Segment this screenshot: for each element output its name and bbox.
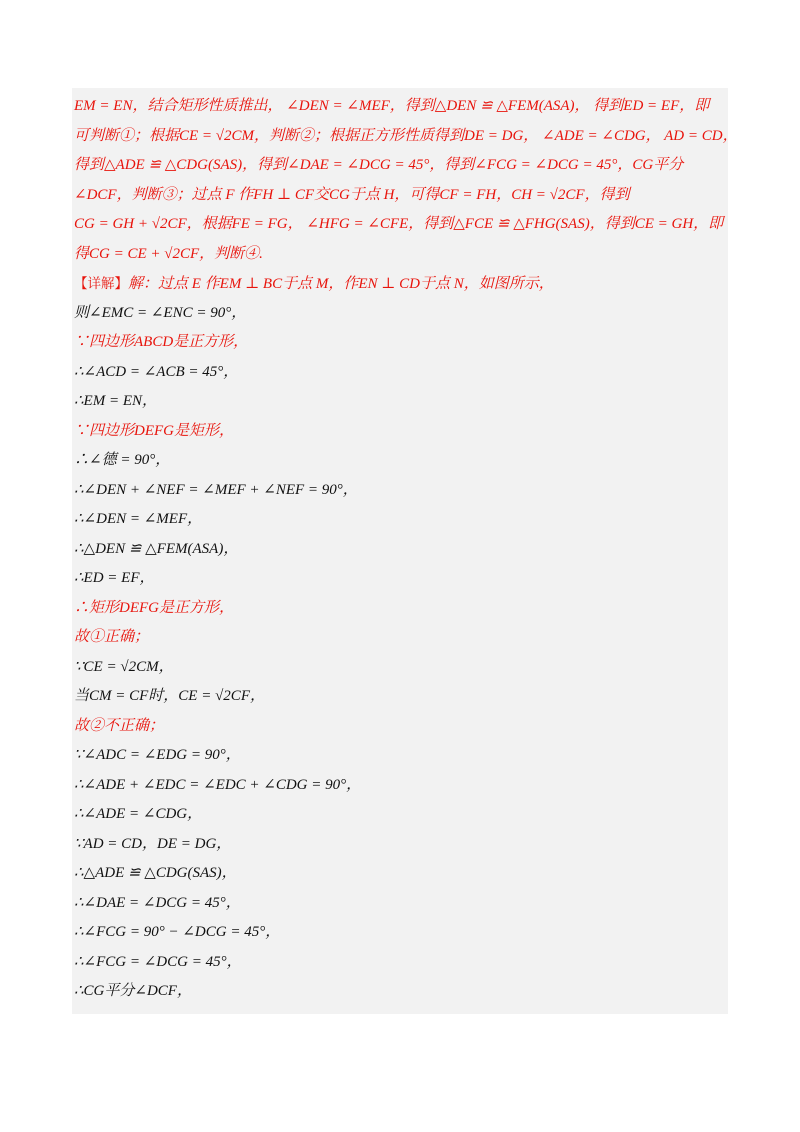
analysis-line: ∠DCF，判断③；过点 F 作FH ⊥ CF交CG于点 H，可得CF = FH，CH = √2CF，得到 — [74, 186, 630, 203]
solution-line: ∵CE = √2CM， — [74, 658, 174, 675]
detail-header-line — [74, 269, 726, 299]
solution-line: ∴∠FCG = 90° − ∠DCG = 45°， — [74, 924, 281, 940]
solution-lines — [74, 299, 726, 1007]
solution-line: ∴∠FCG = ∠DCG = 45°， — [74, 953, 242, 970]
detail-tag: 【详解】 — [74, 276, 128, 292]
analysis-line: 得到△ADE ≌ △CDG(SAS)，得到∠DAE = ∠DCG = 45°，得到∠FCG = ∠DCG = 45°，CG平分 — [74, 157, 684, 173]
solution-line: ∴ED = EF， — [74, 570, 155, 586]
solution-line: ∴矩形DEFG是正方形， — [74, 599, 234, 616]
solution-line: 则∠EMC = ∠ENC = 90°， — [74, 304, 247, 321]
analysis-line: EM = EN，结合矩形性质推出， ∠DEN = ∠MEF，得到△DEN ≌ △FEM(ASA)， 得到ED = EF，即 — [74, 98, 710, 114]
solution-line: ∵四边形DEFG是矩形， — [74, 422, 234, 439]
solution-line: ∵四边形ABCD是正方形， — [74, 334, 249, 350]
solution-line: ∴∠DEN + ∠NEF = ∠MEF + ∠NEF = 90°， — [74, 481, 358, 498]
solution-line: ∴△ADE ≌ △CDG(SAS)， — [74, 865, 237, 881]
solution-line: ∴∠ADE + ∠EDC = ∠EDC + ∠CDG = 90°， — [74, 776, 362, 793]
analysis-line: 得CG = CE + √2CF，判断④. — [74, 245, 263, 262]
solution-line: ∴∠ACD = ∠ACB = 45°， — [74, 363, 239, 380]
solution-line: ∴∠DEN = ∠MEF， — [74, 511, 203, 527]
solution-line: ∵AD = CD，DE = DG， — [74, 835, 232, 852]
solution-line: ∴EM = EN， — [74, 393, 157, 409]
solution-line: ∴∠ADE = ∠CDG， — [74, 806, 203, 822]
solution-line: ∴∠德 = 90°， — [74, 452, 171, 468]
solution-line: 故②不正确； — [74, 717, 165, 734]
solution-line: ∴△DEN ≌ △FEM(ASA)， — [74, 540, 239, 557]
solution-line: ∵∠ADC = ∠EDG = 90°， — [74, 747, 241, 763]
solution-line: 故①正确； — [74, 629, 150, 645]
solution-line: 当CM = CF时，CE = √2CF， — [74, 688, 265, 704]
analysis-line: CG = GH + √2CF，根据FE = FG， ∠HFG = ∠CFE，得到△FCE ≌ △FHG(SAS)，得到CE = GH，即 — [74, 216, 724, 232]
solution-line: ∴∠DAE = ∠DCG = 45°， — [74, 894, 241, 911]
detail-first-text: 解：过点 E 作EM ⊥ BC于点 M，作EN ⊥ CD于点 N，如图所示， — [128, 276, 554, 292]
analysis-line: 可判断①；根据CE = √2CM，判断②；根据正方形性质得到DE = DG， ∠ADE = ∠CDG， AD = CD， — [74, 127, 738, 144]
solution-text — [74, 92, 738, 1007]
solution-line: ∴CG平分∠DCF， — [74, 983, 192, 999]
